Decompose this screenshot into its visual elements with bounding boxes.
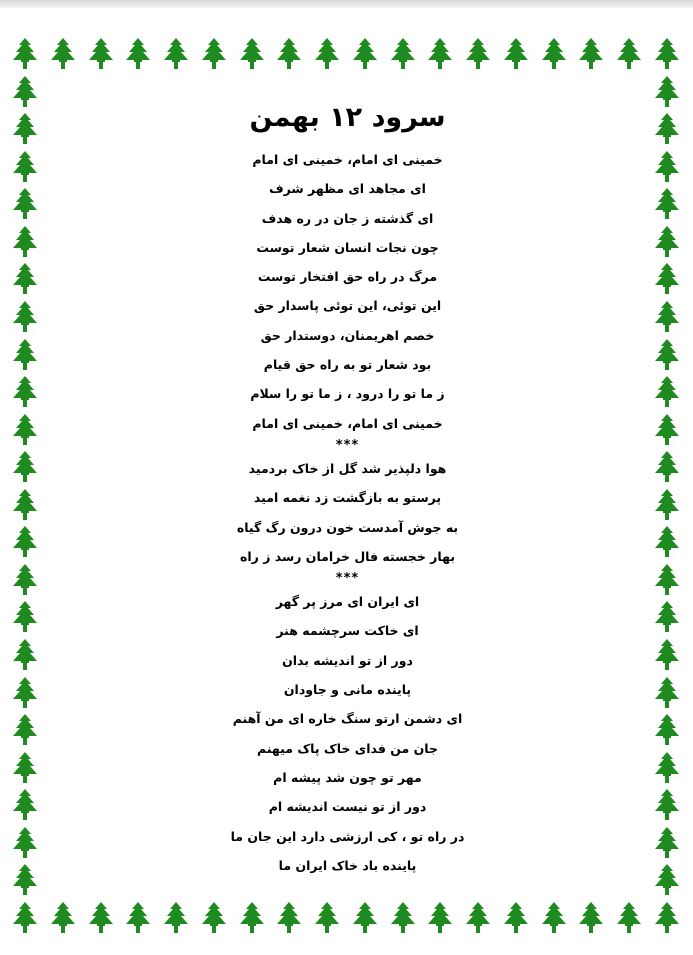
pine-tree-icon xyxy=(48,38,78,72)
pine-tree-icon xyxy=(10,601,40,635)
pine-tree-icon xyxy=(501,902,531,936)
pine-tree-icon xyxy=(614,38,644,72)
pine-tree-icon xyxy=(10,188,40,222)
poem-line: خمینی ای امام، خمینی ای امام xyxy=(252,415,443,431)
poem-line: ای خاکت سرچشمه هنر xyxy=(276,623,419,639)
poem-line: چون نجات انسان شعار توست xyxy=(256,239,439,255)
pine-tree-icon xyxy=(652,76,682,110)
pine-tree-icon xyxy=(501,38,531,72)
pine-tree-icon xyxy=(10,789,40,823)
pine-tree-icon xyxy=(350,38,380,72)
pine-tree-icon xyxy=(123,902,153,936)
poem-line: هوا دلپذیر شد گل از خاک بردمید xyxy=(248,460,447,476)
pine-tree-icon xyxy=(652,226,682,260)
pine-tree-icon xyxy=(312,38,342,72)
pine-tree-icon xyxy=(539,902,569,936)
poem-line: بود شعار تو به راه حق قیام xyxy=(263,357,432,373)
poem-line: ای دشمن ارتو سنگ خاره ای من آهنم xyxy=(232,711,463,727)
pine-tree-icon xyxy=(274,902,304,936)
poem-line: ای مجاهد ای مظهر شرف xyxy=(269,181,426,197)
poem-line: در راه تو ، کی ارزشی دارد این جان ما xyxy=(230,828,465,844)
pine-tree-icon xyxy=(10,263,40,297)
pine-tree-icon xyxy=(10,677,40,711)
pine-tree-icon xyxy=(388,38,418,72)
pine-tree-icon xyxy=(10,864,40,898)
pine-tree-icon xyxy=(199,38,229,72)
pine-tree-icon xyxy=(10,226,40,260)
pine-tree-icon xyxy=(652,451,682,485)
pine-tree-icon xyxy=(10,414,40,448)
pine-tree-icon xyxy=(576,38,606,72)
pine-tree-icon xyxy=(652,714,682,748)
pine-tree-icon xyxy=(463,38,493,72)
pine-tree-icon xyxy=(652,601,682,635)
pine-tree-icon xyxy=(10,827,40,861)
pine-tree-icon xyxy=(10,714,40,748)
pine-tree-icon xyxy=(539,38,569,72)
pine-tree-icon xyxy=(199,902,229,936)
pine-tree-icon xyxy=(10,526,40,560)
pine-tree-icon xyxy=(48,902,78,936)
poem-lines xyxy=(60,145,635,880)
poem-line: دور از تو اندیشه بدان xyxy=(282,652,413,668)
pine-tree-icon xyxy=(652,789,682,823)
document-page xyxy=(0,8,693,955)
pine-tree-icon xyxy=(652,902,682,936)
pine-tree-icon xyxy=(652,301,682,335)
poem-line: این توئی، این توئی پاسدار حق xyxy=(253,298,442,314)
pine-tree-icon xyxy=(161,38,191,72)
poem-line: ای ایران ای مرز پر گهر xyxy=(275,594,420,610)
poem-line: دور از تو نیست اندیشه ام xyxy=(268,799,427,815)
pine-tree-icon xyxy=(10,752,40,786)
pine-tree-icon xyxy=(652,864,682,898)
pine-tree-icon xyxy=(10,301,40,335)
pine-tree-icon xyxy=(10,639,40,673)
poem-line: ز ما تو را درود ، ز ما تو را سلام xyxy=(250,386,445,402)
pine-tree-icon xyxy=(652,188,682,222)
poem-line: مهر تو چون شد پیشه ام xyxy=(273,769,422,785)
pine-tree-icon xyxy=(10,564,40,598)
poem-line: پرستو به بازگشت زد نغمه امید xyxy=(253,490,442,506)
pine-tree-icon xyxy=(10,339,40,373)
pine-tree-icon xyxy=(10,76,40,110)
pine-tree-icon xyxy=(652,38,682,72)
pine-tree-icon xyxy=(652,339,682,373)
pine-tree-icon xyxy=(388,902,418,936)
pine-tree-icon xyxy=(652,827,682,861)
poem-line: پاینده مانی و جاودان xyxy=(283,682,412,698)
pine-tree-icon xyxy=(10,376,40,410)
top-shadow-strip xyxy=(0,0,693,8)
pine-tree-icon xyxy=(123,38,153,72)
pine-tree-icon xyxy=(652,414,682,448)
pine-tree-icon xyxy=(10,113,40,147)
poem-body xyxy=(60,98,635,880)
poem-line: خصم اهریمنان، دوستدار حق xyxy=(260,327,435,343)
pine-tree-icon xyxy=(576,902,606,936)
pine-tree-icon xyxy=(10,151,40,185)
stanza-separator: *** xyxy=(335,437,360,453)
pine-tree-icon xyxy=(10,38,40,72)
poem-line: به جوش آمدست خون درون رگ گیاه xyxy=(236,519,459,535)
pine-tree-icon xyxy=(425,902,455,936)
pine-tree-icon xyxy=(350,902,380,936)
poem-line: جان من فدای خاک پاک میهنم xyxy=(257,740,438,756)
pine-tree-icon xyxy=(614,902,644,936)
pine-tree-icon xyxy=(10,489,40,523)
pine-tree-icon xyxy=(237,902,267,936)
pine-tree-icon xyxy=(10,451,40,485)
pine-tree-icon xyxy=(86,38,116,72)
pine-tree-icon xyxy=(652,639,682,673)
pine-tree-icon xyxy=(86,902,116,936)
pine-tree-icon xyxy=(652,263,682,297)
pine-tree-icon xyxy=(652,526,682,560)
pine-tree-icon xyxy=(274,38,304,72)
pine-tree-icon xyxy=(237,38,267,72)
pine-tree-icon xyxy=(652,113,682,147)
poem-line: ای گذشته ز جان در ره هدف xyxy=(261,210,434,226)
stanza-separator: *** xyxy=(335,571,360,587)
pine-tree-icon xyxy=(425,38,455,72)
pine-tree-icon xyxy=(652,752,682,786)
pine-tree-icon xyxy=(10,902,40,936)
poem-title: سرود ۱۲ بهمن xyxy=(249,102,446,133)
pine-tree-icon xyxy=(652,489,682,523)
pine-tree-icon xyxy=(652,376,682,410)
pine-tree-icon xyxy=(652,677,682,711)
pine-tree-icon xyxy=(652,151,682,185)
pine-tree-icon xyxy=(312,902,342,936)
pine-tree-icon xyxy=(652,564,682,598)
poem-line: بهار خجسته فال خرامان رسد ز راه xyxy=(239,548,456,564)
pine-tree-icon xyxy=(463,902,493,936)
poem-line: خمینی ای امام، خمینی ای امام xyxy=(252,152,443,167)
poem-line: پاینده باد خاک ایران ما xyxy=(278,857,417,873)
pine-tree-icon xyxy=(161,902,191,936)
poem-line: مرگ در راه حق افتخار توست xyxy=(257,269,438,285)
